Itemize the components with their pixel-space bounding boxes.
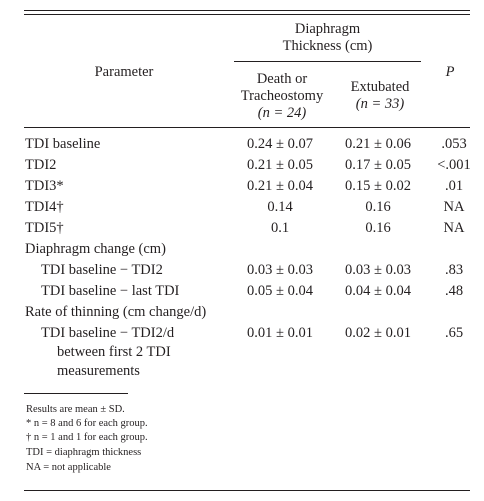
row-label-continuation: between first 2 TDI	[57, 344, 171, 360]
section-label: Rate of thinning (cm change/d)	[25, 304, 207, 320]
cell-death: 0.14	[267, 199, 293, 215]
footnote: † n = 1 and 1 for each group.	[26, 432, 148, 443]
footnote-rule	[24, 393, 128, 394]
top-rule-thin	[24, 14, 470, 15]
top-rule-thick	[24, 10, 470, 11]
footnote: Results are mean ± SD.	[26, 404, 125, 415]
cell-death: 0.21 ± 0.05	[247, 157, 313, 173]
cell-extubated: 0.04 ± 0.04	[345, 283, 411, 299]
cell-p: .48	[444, 283, 464, 299]
row-label: TDI baseline − TDI2/d	[41, 325, 175, 341]
row-label: TDI5†	[25, 220, 64, 236]
cell-p: .65	[444, 325, 464, 341]
col-header-death-n: (n = 24)	[257, 105, 307, 121]
cell-p: .053	[441, 136, 467, 152]
footnote: * n = 8 and 6 for each group.	[26, 418, 148, 429]
cell-extubated: 0.17 ± 0.05	[345, 157, 411, 173]
row-label-continuation: measurements	[57, 363, 140, 379]
cell-extubated: 0.16	[365, 220, 391, 236]
cell-death: 0.03 ± 0.03	[247, 262, 313, 278]
row-label: TDI3*	[25, 178, 64, 194]
group-rule	[234, 61, 421, 62]
cell-extubated: 0.21 ± 0.06	[345, 136, 411, 152]
cell-extubated: 0.03 ± 0.03	[345, 262, 411, 278]
cell-death: 0.1	[270, 220, 290, 236]
section-label: Diaphragm change (cm)	[25, 241, 166, 257]
cell-death: 0.24 ± 0.07	[247, 136, 313, 152]
row-label: TDI baseline − TDI2	[41, 262, 163, 278]
cell-p: NA	[443, 199, 465, 215]
row-label: TDI baseline − last TDI	[41, 283, 180, 299]
col-header-death-line1: Death or	[256, 71, 308, 87]
footnote: NA = not applicable	[26, 462, 111, 473]
col-header-p: P	[445, 64, 455, 80]
bottom-rule	[24, 490, 470, 491]
col-header-death-line2: Tracheostomy	[240, 88, 324, 104]
cell-death: 0.21 ± 0.04	[247, 178, 313, 194]
row-label: TDI baseline	[25, 136, 101, 152]
cell-extubated: 0.16	[365, 199, 391, 215]
row-label: TDI2	[25, 157, 57, 173]
group-title-line1: Diaphragm	[294, 21, 361, 37]
row-label: TDI4†	[25, 199, 64, 215]
group-title-line2: Thickness (cm)	[282, 38, 373, 54]
cell-p: .83	[444, 262, 464, 278]
cell-death: 0.01 ± 0.01	[247, 325, 313, 341]
col-header-extubated-n: (n = 33)	[355, 96, 405, 112]
parameter-header: Parameter	[94, 64, 154, 80]
cell-extubated: 0.02 ± 0.01	[345, 325, 411, 341]
col-header-extubated: Extubated	[350, 79, 410, 95]
cell-p: .01	[444, 178, 464, 194]
cell-death: 0.05 ± 0.04	[247, 283, 313, 299]
cell-p: NA	[443, 220, 465, 236]
cell-extubated: 0.15 ± 0.02	[345, 178, 411, 194]
cell-p: <.001	[437, 157, 471, 173]
footnote: TDI = diaphragm thickness	[26, 447, 142, 458]
header-bottom-rule	[24, 127, 470, 128]
